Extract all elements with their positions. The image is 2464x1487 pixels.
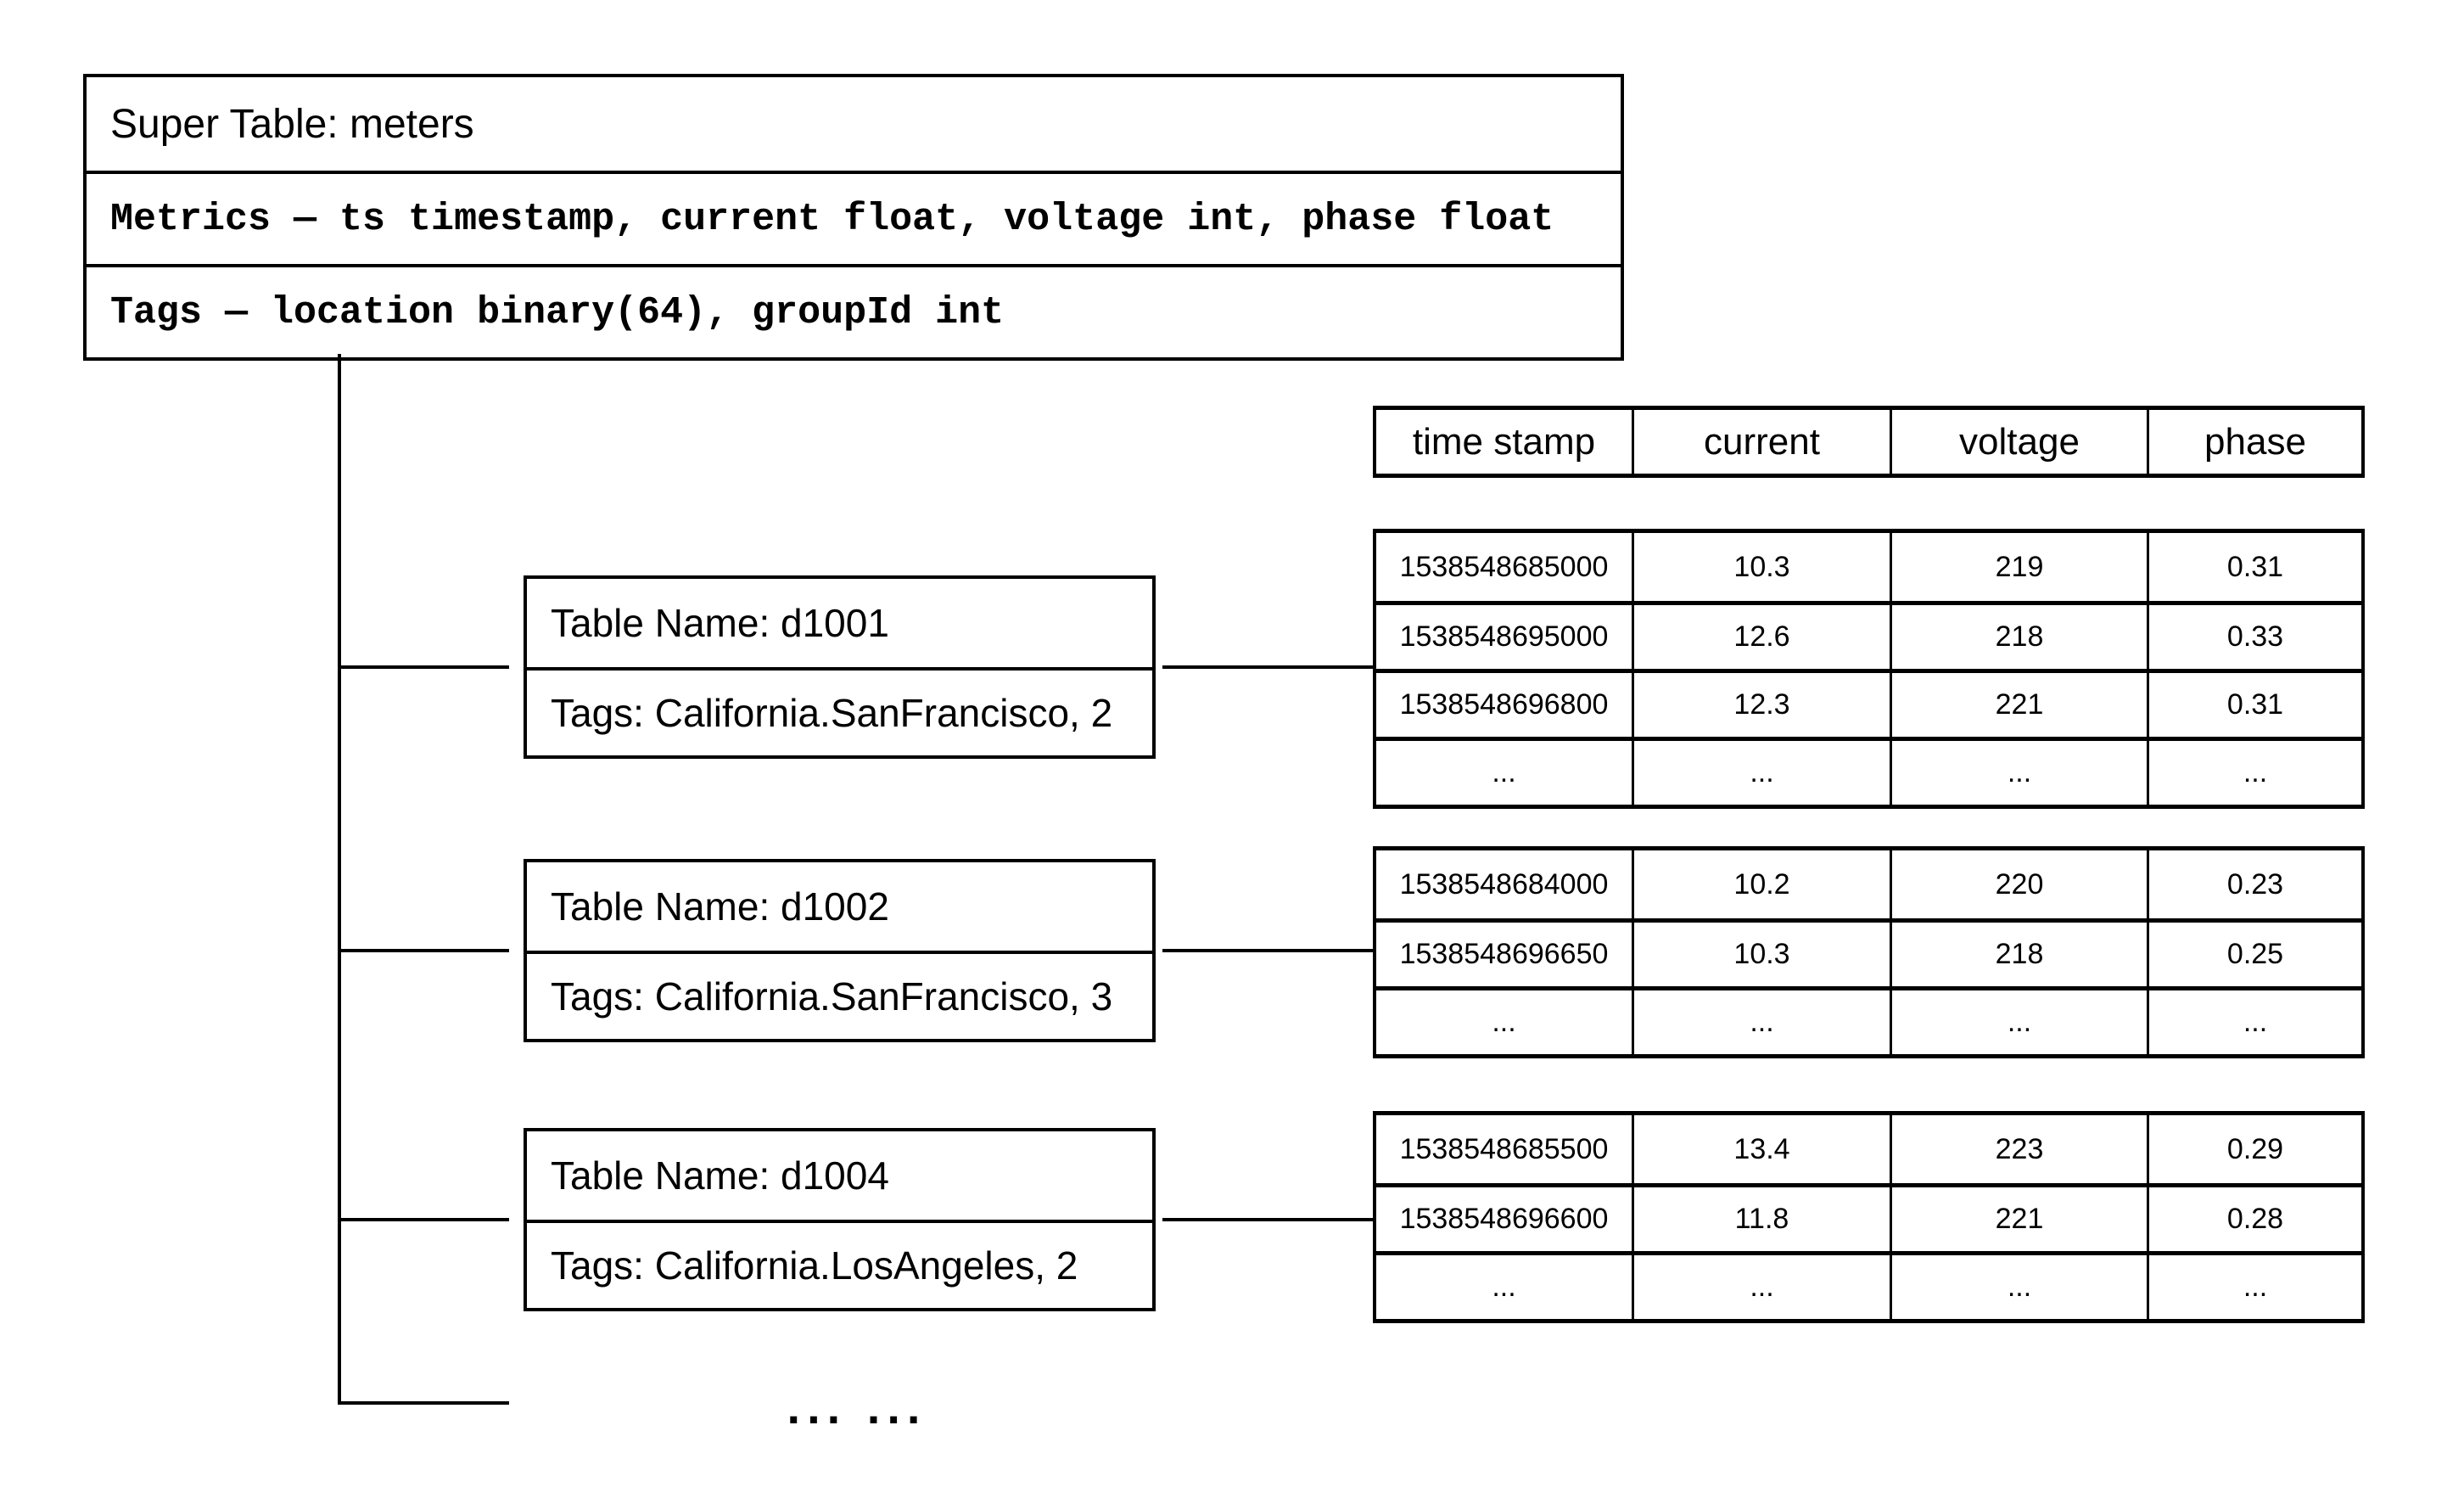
device-name-d1001: Table Name: d1001 [551,601,889,645]
table-cell: 218 [1892,601,2149,669]
device-name-d1002: Table Name: d1002 [551,884,889,929]
table-cell: 1538548684000 [1376,850,1634,918]
data-table-d1004 [1373,1111,2365,1323]
table-cell: 0.28 [2149,1183,2361,1251]
table-cell: 0.33 [2149,601,2361,669]
super-table-tags: Tags — location binary(64), groupId int [87,264,1621,357]
branch-line-d1004 [338,1218,509,1221]
data-table-d1002 [1373,846,2365,1058]
table-cell-ellipsis: ... [2149,986,2361,1054]
header-cell-phase: phase [2204,420,2306,463]
table-cell-ellipsis: ... [1892,737,2149,805]
table-cell: 221 [1892,669,2149,737]
trunk-line [338,354,341,1405]
header-cell-current: current [1634,410,1892,474]
device-box-d1002 [524,859,1156,1042]
table-cell: 0.23 [2226,867,2284,901]
branch-line-more [338,1401,509,1405]
device-tags-d1002: Tags: California.SanFrancisco, 3 [527,951,1152,1039]
table-cell: 11.8 [1634,1183,1892,1251]
table-cell: 220 [1892,850,2149,918]
table-cell-ellipsis: ... [1376,986,1634,1054]
connector-d1004-to-table [1162,1218,1373,1221]
table-cell: 1538548685000 [1376,533,1634,601]
column-header-table [1373,406,2365,478]
table-cell-ellipsis: ... [1892,1251,2149,1319]
device-box-d1004 [524,1128,1156,1311]
table-cell: 1538548696600 [1376,1183,1634,1251]
connector-d1001-to-table [1162,665,1373,669]
table-cell-ellipsis: ... [1376,737,1634,805]
table-cell: 1538548696650 [1376,918,1634,986]
table-cell: 10.3 [1634,533,1892,601]
header-cell-timestamp: time stamp [1376,410,1634,474]
device-tags-d1004: Tags: California.LosAngeles, 2 [527,1220,1152,1308]
table-cell: 223 [1892,1115,2149,1183]
table-cell: 0.31 [2226,550,2284,583]
branch-line-d1002 [338,949,509,952]
table-cell-ellipsis: ... [2149,1251,2361,1319]
table-cell-ellipsis: ... [1634,986,1892,1054]
table-cell: 221 [1892,1183,2149,1251]
device-tags-d1001: Tags: California.SanFrancisco, 2 [527,667,1152,755]
table-cell: 1538548696800 [1376,669,1634,737]
table-cell: 10.2 [1634,850,1892,918]
table-cell: 0.29 [2226,1132,2284,1165]
device-box-d1001 [524,575,1156,759]
table-cell: 10.3 [1634,918,1892,986]
super-table-title: Super Table: meters [110,101,474,147]
table-cell: 13.4 [1634,1115,1892,1183]
device-name-d1004: Table Name: d1004 [551,1153,889,1198]
branch-line-d1001 [338,665,509,669]
data-table-d1001 [1373,529,2365,809]
table-cell: 0.31 [2149,669,2361,737]
table-cell: 0.25 [2149,918,2361,986]
header-cell-voltage: voltage [1892,410,2149,474]
table-cell-ellipsis: ... [1634,737,1892,805]
table-cell: 218 [1892,918,2149,986]
table-cell-ellipsis: ... [1892,986,2149,1054]
super-table-box [83,74,1624,361]
more-tables-ellipsis: ... ... [787,1379,927,1434]
table-cell: 1538548695000 [1376,601,1634,669]
table-cell: 1538548685500 [1376,1115,1634,1183]
table-cell-ellipsis: ... [1634,1251,1892,1319]
table-cell-ellipsis: ... [2149,737,2361,805]
table-cell: 219 [1892,533,2149,601]
table-cell: 12.3 [1634,669,1892,737]
table-cell-ellipsis: ... [1376,1251,1634,1319]
table-cell: 12.6 [1634,601,1892,669]
super-table-metrics: Metrics — ts timestamp, current float, voltage int, phase float [87,171,1621,264]
connector-d1002-to-table [1162,949,1373,952]
